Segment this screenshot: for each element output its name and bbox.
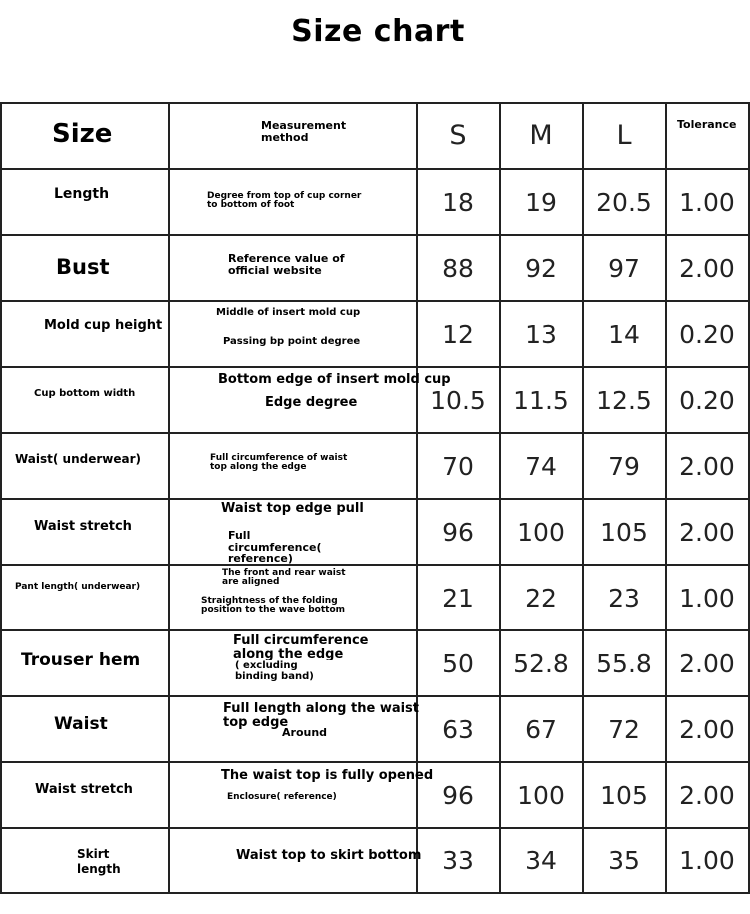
value-tolerance: 1.00 <box>679 188 735 217</box>
row-label: Length <box>54 186 110 202</box>
row-divider <box>0 827 750 829</box>
row-label: Waist( underwear) <box>15 452 142 466</box>
table-border <box>0 102 750 104</box>
row-divider <box>0 168 750 170</box>
row-divider <box>0 761 750 763</box>
value-tolerance: 2.00 <box>679 781 735 810</box>
row-divider <box>0 498 750 500</box>
row-label: Waist stretch <box>35 782 133 797</box>
value-l: 35 <box>608 846 640 875</box>
value-tolerance: 1.00 <box>679 584 735 613</box>
row-description: Passing bp point degree <box>223 336 361 347</box>
value-m: 100 <box>517 518 565 547</box>
value-tolerance: 2.00 <box>679 518 735 547</box>
row-divider <box>0 234 750 236</box>
value-s: 18 <box>442 188 474 217</box>
header-m: M <box>529 120 553 151</box>
row-description: Full length along the waist top edge <box>223 701 420 730</box>
value-m: 92 <box>525 254 557 283</box>
page-title: Size chart <box>291 14 465 49</box>
row-divider <box>0 695 750 697</box>
value-l: 12.5 <box>596 386 652 415</box>
value-l: 79 <box>608 452 640 481</box>
row-divider <box>0 432 750 434</box>
row-description: Reference value of official website <box>228 252 345 277</box>
row-description: Enclosure( reference) <box>227 792 337 802</box>
row-description: Degree from top of cup corner to bottom of foot <box>207 191 362 211</box>
value-m: 74 <box>525 452 557 481</box>
row-description: Around <box>282 726 328 739</box>
value-tolerance: 0.20 <box>679 320 735 349</box>
value-s: 50 <box>442 649 474 678</box>
header-s: S <box>449 120 467 151</box>
value-s: 88 <box>442 254 474 283</box>
value-m: 52.8 <box>513 649 569 678</box>
value-s: 33 <box>442 846 474 875</box>
value-tolerance: 1.00 <box>679 846 735 875</box>
row-description: Middle of insert mold cup <box>216 307 361 318</box>
row-description: The front and rear waist are aligned <box>222 568 346 588</box>
value-m: 100 <box>517 781 565 810</box>
row-label: Mold cup height <box>44 318 163 333</box>
row-label: Cup bottom width <box>34 388 136 399</box>
value-m: 22 <box>525 584 557 613</box>
row-description: Full circumference along the edge <box>233 634 369 660</box>
row-description: Full circumference of waist top along the edge <box>210 453 348 473</box>
value-l: 14 <box>608 320 640 349</box>
value-m: 13 <box>525 320 557 349</box>
row-divider <box>0 564 750 566</box>
value-tolerance: 0.20 <box>679 386 735 415</box>
value-m: 19 <box>525 188 557 217</box>
value-s: 96 <box>442 781 474 810</box>
row-description: ( excluding binding band) <box>235 660 314 682</box>
value-tolerance: 2.00 <box>679 254 735 283</box>
value-m: 34 <box>525 846 557 875</box>
table-border <box>0 892 750 894</box>
value-l: 23 <box>608 584 640 613</box>
value-tolerance: 2.00 <box>679 715 735 744</box>
value-s: 96 <box>442 518 474 547</box>
header-size: Size <box>52 119 113 149</box>
value-l: 55.8 <box>596 649 652 678</box>
header-tolerance: Tolerance <box>677 118 737 131</box>
value-l: 105 <box>600 518 648 547</box>
row-description: Edge degree <box>265 395 358 410</box>
size-table <box>0 102 750 894</box>
row-divider <box>0 629 750 631</box>
value-l: 105 <box>600 781 648 810</box>
row-description: Straightness of the folding position to the wave bottom <box>201 596 346 616</box>
row-label: Waist stretch <box>34 519 132 534</box>
row-label: Trouser hem <box>21 650 141 670</box>
value-m: 67 <box>525 715 557 744</box>
value-l: 72 <box>608 715 640 744</box>
header-l: L <box>616 120 632 151</box>
row-divider <box>0 300 750 302</box>
row-label: Pant length( underwear) <box>15 582 141 592</box>
value-s: 21 <box>442 584 474 613</box>
value-tolerance: 2.00 <box>679 452 735 481</box>
value-s: 70 <box>442 452 474 481</box>
value-s: 12 <box>442 320 474 349</box>
row-description: Full circumference( reference) <box>228 529 322 566</box>
row-label: Skirt length <box>77 847 121 876</box>
value-tolerance: 2.00 <box>679 649 735 678</box>
value-l: 20.5 <box>596 188 652 217</box>
row-description: Waist top to skirt bottom <box>236 848 422 863</box>
row-description: The waist top is fully opened <box>221 768 434 783</box>
row-divider <box>0 366 750 368</box>
value-l: 97 <box>608 254 640 283</box>
value-s: 63 <box>442 715 474 744</box>
row-description: Bottom edge of insert mold cup <box>218 372 451 387</box>
header-measurement-method: Measurement method <box>261 119 347 144</box>
value-s: 10.5 <box>430 386 486 415</box>
row-description: Waist top edge pull <box>221 501 364 516</box>
row-label: Bust <box>56 255 110 279</box>
row-label: Waist <box>54 714 108 734</box>
value-m: 11.5 <box>513 386 569 415</box>
